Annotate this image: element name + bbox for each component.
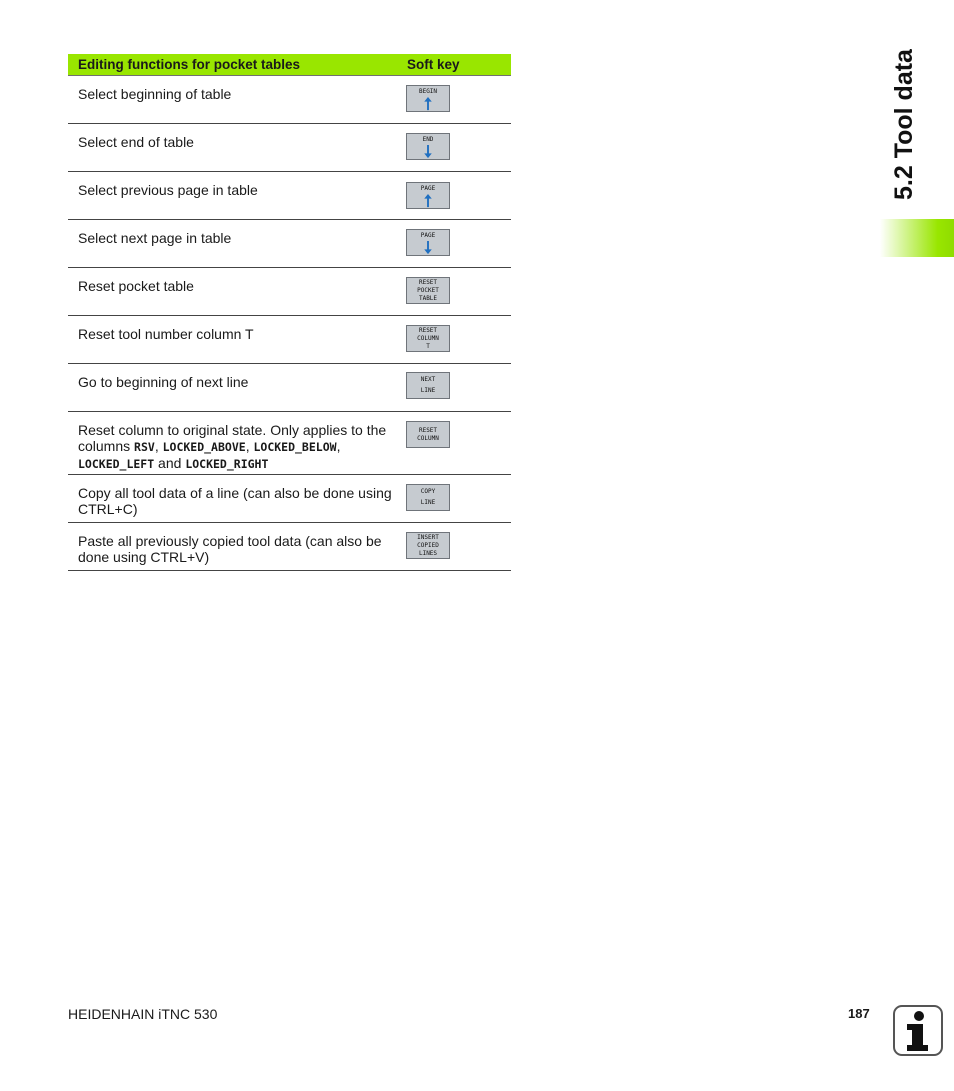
softkey-line: TABLE: [418, 294, 438, 302]
chapter-title: 5.2 Tool data: [890, 49, 918, 200]
reset-pocket-table-softkey[interactable]: [406, 277, 450, 304]
table-row: [68, 364, 511, 412]
next-line-softkey[interactable]: [406, 372, 450, 399]
row-description: Reset pocket table: [78, 278, 194, 294]
row-description: Paste all previously copied tool data (can also be done using CTRL+V): [78, 533, 382, 565]
softkey-line: LINE: [420, 387, 436, 394]
row-description: Select previous page in table: [78, 182, 258, 198]
info-glyph-icon: [895, 1007, 941, 1054]
end-softkey[interactable]: [406, 133, 450, 160]
softkey-label: PAGE: [420, 232, 436, 239]
softkey-line: COPY: [420, 488, 436, 495]
softkey-line: COLUMN: [417, 334, 439, 342]
softkey-label: PAGE: [420, 185, 436, 192]
arrow-down-icon: [423, 240, 433, 255]
column-name: LOCKED_RIGHT: [185, 457, 269, 471]
table-header: [68, 54, 511, 76]
arrow-down-icon: [423, 144, 433, 159]
softkey-label: END: [422, 136, 434, 143]
softkey-line: POCKET: [417, 286, 439, 294]
header-functions: Editing functions for pocket tables: [78, 57, 301, 72]
desc-text: Reset column to original state. Only applies to the columns: [78, 422, 387, 454]
column-name: LOCKED_LEFT: [78, 457, 155, 471]
softkey-line: LINES: [418, 549, 438, 557]
insert-copied-lines-softkey[interactable]: [406, 532, 450, 559]
column-name: LOCKED_ABOVE: [162, 440, 246, 454]
column-name: LOCKED_BELOW: [253, 440, 337, 454]
softkey-line: INSERT: [417, 533, 439, 541]
softkey-line: COLUMN: [417, 434, 439, 442]
softkey-line: NEXT: [420, 376, 436, 383]
page-up-softkey[interactable]: [406, 182, 450, 209]
table-row: [68, 220, 511, 268]
table-row: [68, 76, 511, 124]
page-down-softkey[interactable]: [406, 229, 450, 256]
softkey-line: RESET: [418, 426, 438, 434]
table-row: [68, 172, 511, 220]
softkey-label: BEGIN: [418, 88, 438, 95]
table-row: [68, 316, 511, 364]
reset-column-softkey[interactable]: [406, 421, 450, 448]
column-name: RSV: [134, 440, 155, 454]
row-description: Go to beginning of next line: [78, 374, 249, 390]
begin-softkey[interactable]: [406, 85, 450, 112]
header-soft-key: Soft key: [407, 57, 460, 72]
row-description: [78, 422, 393, 472]
row-description: Select next page in table: [78, 230, 232, 246]
softkey-line: COPIED: [417, 541, 439, 549]
table-row: [68, 124, 511, 172]
pocket-table-functions: [68, 54, 511, 571]
arrow-up-icon: [423, 193, 433, 208]
table-row: [68, 523, 511, 571]
row-description: Select end of table: [78, 134, 194, 150]
softkey-line: RESET: [418, 278, 438, 286]
row-description: Reset tool number column T: [78, 326, 254, 342]
page-number: 187: [848, 1006, 870, 1021]
table-row: [68, 268, 511, 316]
footer-manual-name: HEIDENHAIN iTNC 530: [68, 1006, 218, 1022]
chapter-tab: [880, 219, 954, 257]
arrow-up-icon: [423, 96, 433, 111]
desc-text: ,: [336, 438, 341, 454]
desc-text: ,: [154, 438, 163, 454]
desc-text: ,: [245, 438, 254, 454]
desc-text: and: [154, 455, 186, 471]
softkey-line: LINE: [420, 499, 436, 506]
softkey-line: T: [426, 342, 430, 350]
row-description: Select beginning of table: [78, 86, 232, 102]
copy-line-softkey[interactable]: [406, 484, 450, 511]
table-row: [68, 475, 511, 523]
row-description: Copy all tool data of a line (can also be done using CTRL+C): [78, 485, 392, 517]
reset-column-t-softkey[interactable]: [406, 325, 450, 352]
softkey-line: RESET: [418, 326, 438, 334]
info-icon: [893, 1005, 943, 1056]
table-row: [68, 412, 511, 475]
